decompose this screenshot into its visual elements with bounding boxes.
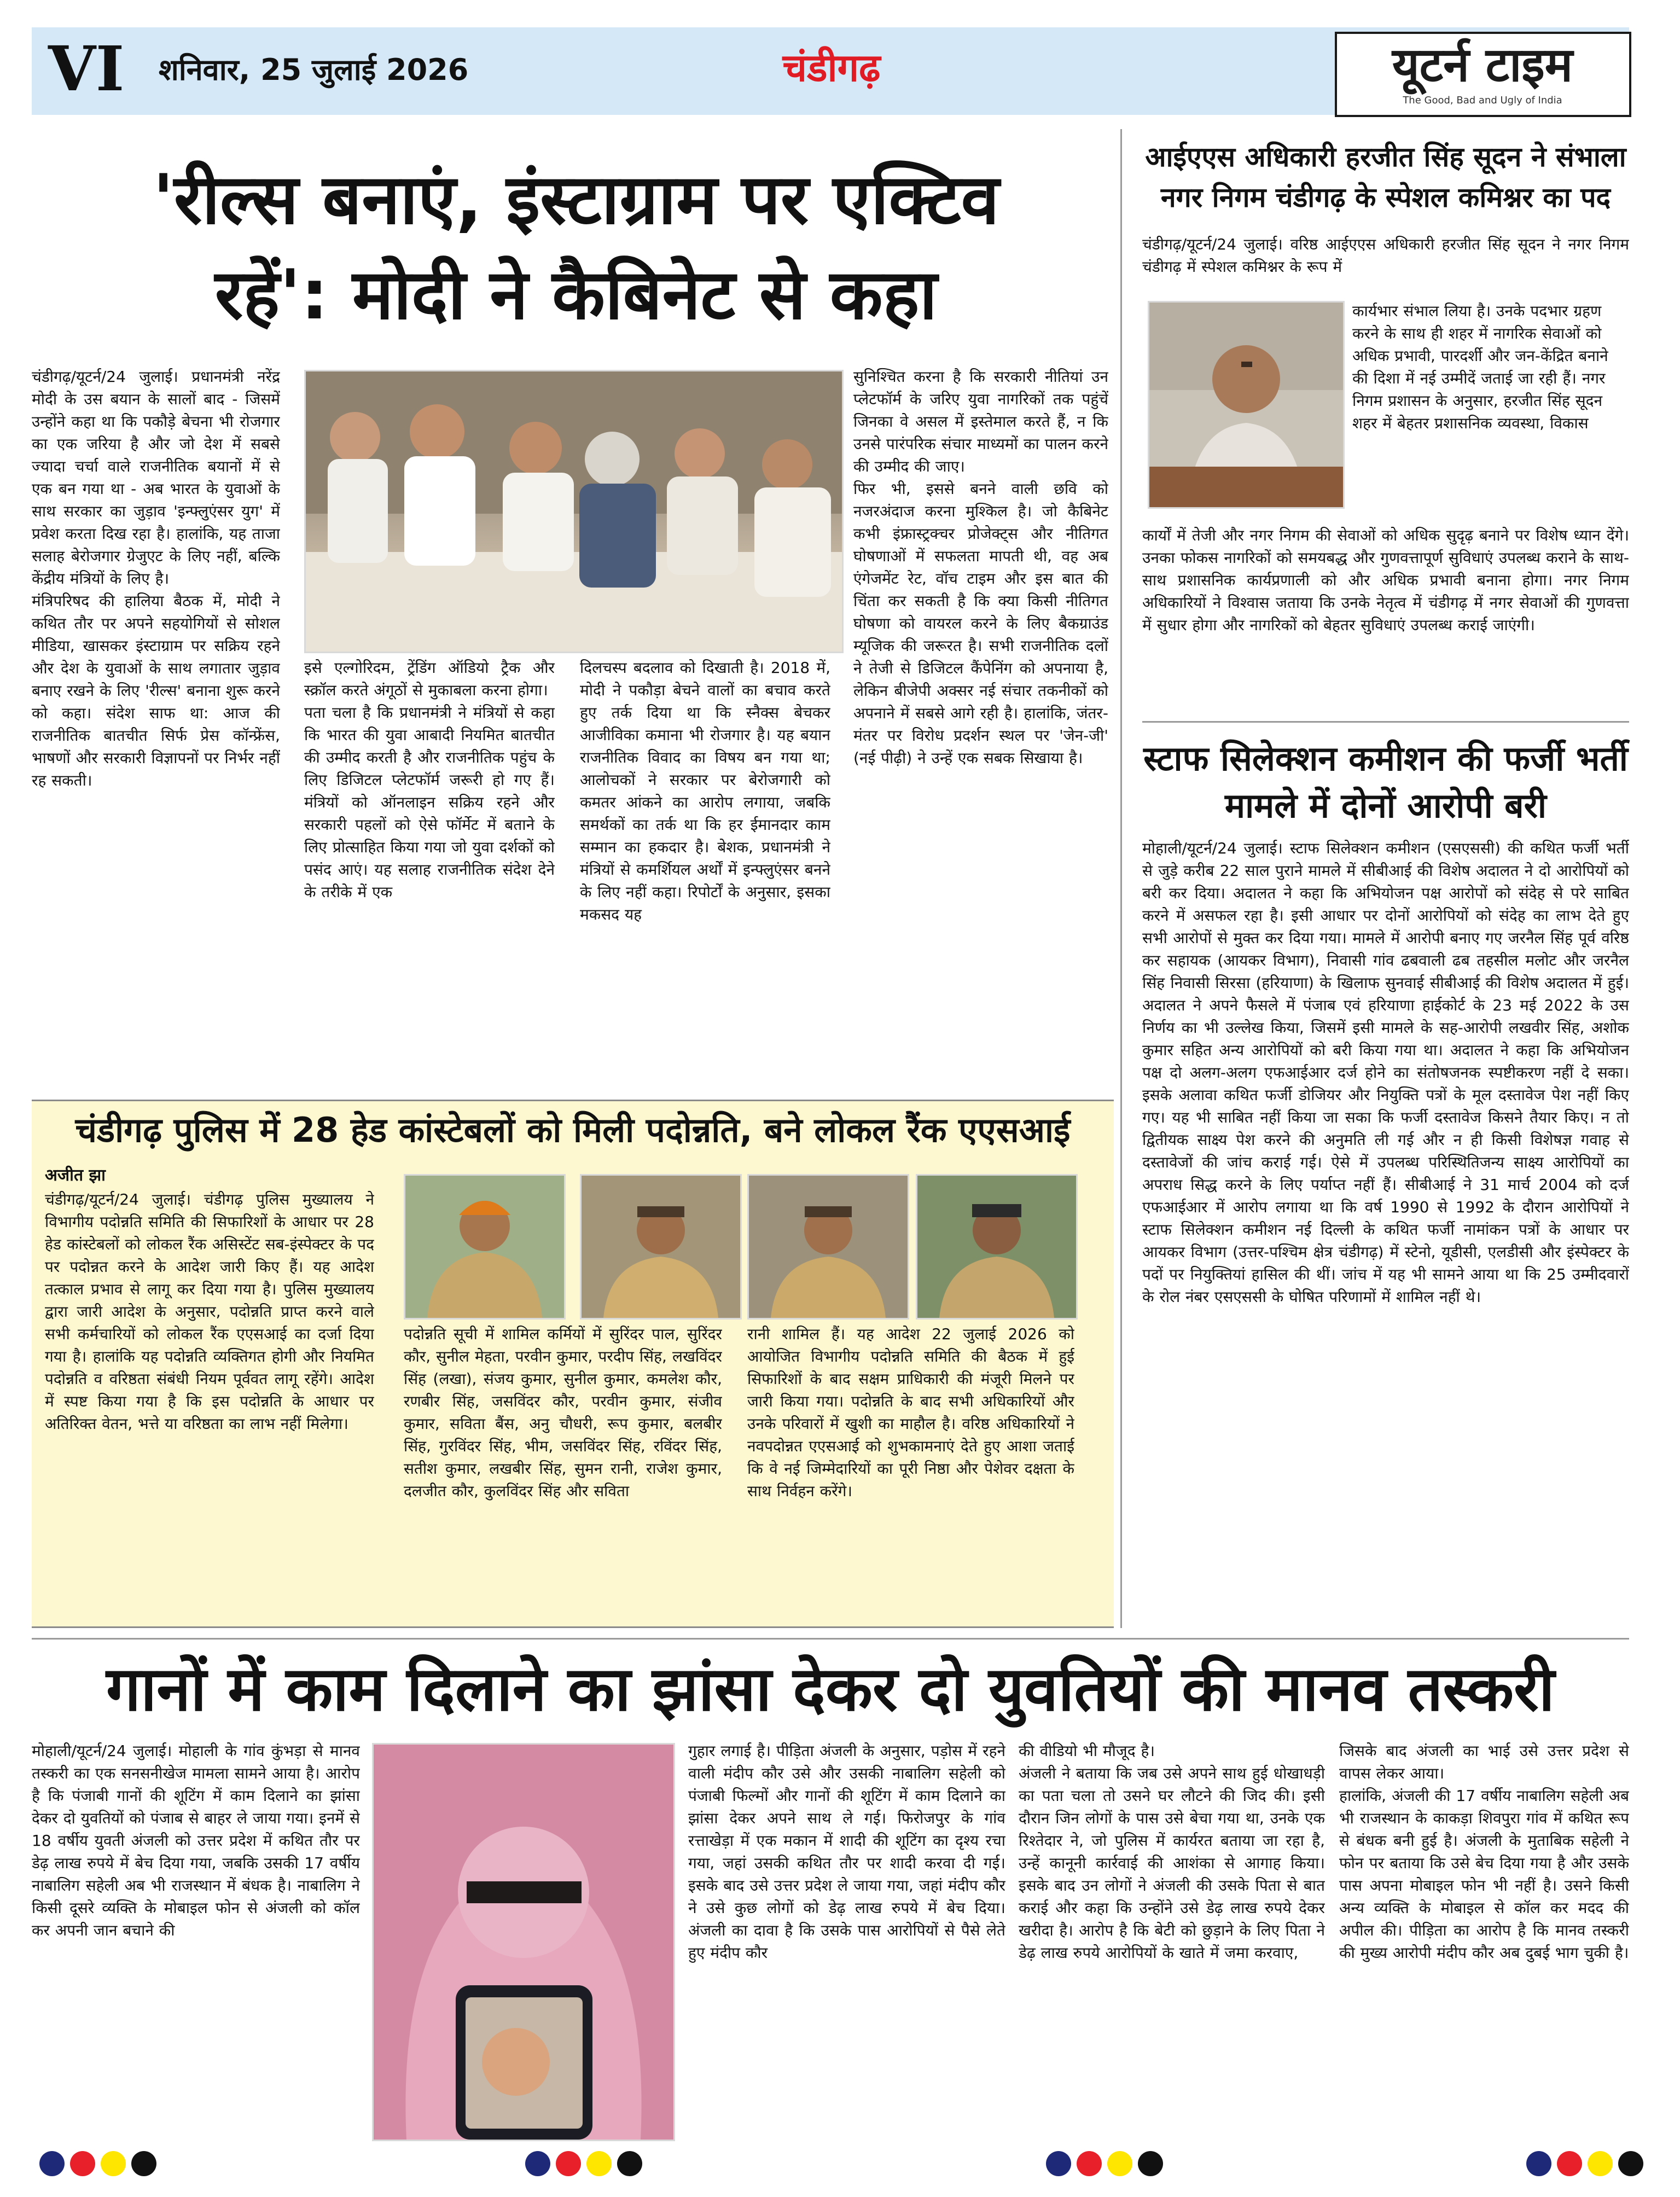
footer-dots-center-right — [1046, 2151, 1169, 2176]
story1-headline-line2: रहें': मोदी ने कैबिनेट से कहा — [214, 254, 938, 335]
story2-headline-line1: आईएएस अधिकारी हरजीत सिंह सूदन ने संभाला — [1145, 141, 1626, 173]
story5-top-rule — [32, 1638, 1629, 1640]
footer-dot — [101, 2151, 126, 2176]
story2-beside-photo: कार्यभार संभाल लिया है। उनके पदभार ग्रहण करने के साथ ही शहर में नागरिक सेवाओं को अधिक प्रभावी, पारदर्शी और जन-केंद्रित बनाने की दिशा में नई उम्मीदें जताई जा रही हैं। नगर निगम प्रशासन के अनुसार, हरजीत सिंह सूदन शहर में बेहतर प्रशासनिक व्यवस्था, विकास — [1352, 302, 1608, 432]
cabinet-photo-illustration — [306, 371, 842, 652]
story2-lead: चंडीगढ़/यूटर्न/24 जुलाई। वरिष्ठ आईएएस अधिकारी हरजीत सिंह सूदन ने नगर निगम चंडीगढ़ में स्पेशल कमिश्नर के रूप में — [1142, 235, 1629, 276]
story4-col3: रानी शामिल हैं। यह आदेश 22 जुलाई 2026 को आयोजित विभागीय पदोन्नति समिति की बैठक में हुई सिफारिशों के बाद सक्षम प्राधिकारी की मंजूरी मिलने पर जारी किया गया। पदोन्नति के बाद सभी अधिकारियों और उनके परिवारों में खुशी का माहौल है। वरिष्ठ अधिकारियों ने नवपदोन्नत एएसआई को शुभकामनाएं देते हुए आशा जताई कि वे नई जिम्मेदारियों का पूरी निष्ठा और पेशेवर दक्षता के साथ निर्वहन करेंगे। — [747, 1325, 1074, 1500]
officer-photo-illustration — [1149, 303, 1343, 507]
story1-col2: इसे एल्गोरिदम, ट्रेंडिंग ऑडियो ट्रैक और स्क्रॉल करते अंगूठों से मुकाबला करना होगा। पता चला है कि प्रधानमंत्री ने मंत्रियों से कहा कि भारत की युवा आबादी नियमित बातचीत की उम्मीद करती है और राजनीतिक पहुंच के लिए डिजिटल प्लेटफॉर्म जरूरी हो गए हैं। मंत्रियों को ऑनलाइन सक्रिय रहने और सरकारी पहलों को ऐसे फॉर्मेट में बताने के लिए प्रोत्साहित किया गया जो युवा दर्शकों को पसंद आएं। यह सलाह राजनीतिक संदेश देने के तरीके में एक — [304, 659, 555, 901]
column-divider — [1120, 129, 1122, 1628]
story3-body: मोहाली/यूटर्न/24 जुलाई। स्टाफ सिलेक्शन कमीशन (एसएससी) की कथित फर्जी भर्ती से जुड़े करीब 22 साल पुराने मामले में सीबीआई की विशेष अदालत ने दो आरोपियों को बरी कर दिया। अदालत ने कहा कि अभियोजन पक्ष आरोपों को संदेह से परे साबित करने में असफल रहा है। इसी आधार पर दोनों आरोपियों को संदेह का लाभ देते हुए सभी आरोपों से मुक्त कर दिया गया। मामले में आरोपी बनाए गए जरनैल सिंह पूर्व वरिष्ठ कर सहायक (आयकर विभाग), निवासी गांव ढबवाली ढब तहसील मलोट और जरनैल सिंह निवासी सिरसा (हरियाणा) के खिलाफ सुनवाई सीबीआई की विशेष अदालत में हुई। अदालत ने अपने फैसले में पंजाब एवं हरियाणा हाईकोर्ट के 23 मई 2022 के उस निर्णय का भी उल्लेख किया, जिसमें इसी मामले के सह-आरोपी लखवीर सिंह, अशोक कुमार सहित अन्य आरोपियों को बरी किया गया था। अदालत ने कहा कि अभियोजन पक्ष दो अलग-अलग एफआईआर दर्ज होने का संतोषजनक स्पष्टीकरण नहीं दे सका। इसके अलावा कथित फर्जी डोजियर और नियुक्ति पत्रों के मूल दस्तावेज पेश नहीं किए गए। यह भी साबित नहीं किया जा सका कि फर्जी दस्तावेज किसने तैयार किए। न तो द्वितीयक साक्ष्य पेश करने की अनुमति ली गई और न ही किसी विशेषज्ञ गवाह से दस्तावेजों की जांच कराई गई। ऐसे में उपलब्ध परिस्थितिजन्य साक्ष्य आरोपियों का अपराध सिद्ध करने के लिए पर्याप्त नहीं हैं। सीबीआई ने 31 मार्च 2004 को दर्ज एफआईआर में आरोप लगाया था कि वर्ष 1990 से 1992 के दौरान आरोपियों ने स्टाफ सिलेक्शन कमीशन नई दिल्ली के कथित फर्जी नामांकन पत्रों के आधार पर आयकर विभाग (उत्तर-पश्चिम क्षेत्र चंडीगढ़) में स्टेनो, यूडीसी, एलडीसी और इंस्पेक्टर के पदों पर नियुक्तियां हासिल की थीं। जांच में यह भी सामने आया था कि 25 उम्मीदवारों के रोल नंबर एसएससी के घोषित परिणामों में शामिल नहीं थे। — [1142, 839, 1629, 1306]
footer-dot — [1557, 2151, 1582, 2176]
victim-photo — [372, 1743, 675, 2141]
footer-dots-center-left — [525, 2151, 648, 2176]
footer-dots-right — [1526, 2151, 1649, 2176]
story1-col3: दिलचस्प बदलाव को दिखाती है। 2018 में, मोदी ने पकौड़ा बेचने वालों का बचाव करते हुए तर्क दिया था कि स्नैक्स बेचकर आजीविका कमाना भी रोजगार है। यह बयान राजनीतिक विवाद का विषय बन गया था; आलोचकों ने सरकार पर बेरोजगारी को कमतर आंकने का आरोप लगाया, जबकि समर्थकों का तर्क था कि हर ईमानदार काम सम्मान का हकदार है। बेशक, प्रधानमंत्री ने मंत्रियों से कमर्शियल अर्थों में इन्फ्लुएंसर बनने के लिए नहीं कहा। रिपोर्टों के अनुसार, इसका मकसद यह — [580, 659, 830, 923]
page-date: शनिवार, 25 जुलाई 2026 — [159, 53, 469, 87]
footer-dot — [1588, 2151, 1613, 2176]
cabinet-meeting-photo — [304, 370, 844, 653]
footer-dot — [1618, 2151, 1643, 2176]
story4-headline: चंडीगढ़ पुलिस में 28 हेड कांस्टेबलों को मिली पदोन्नति, बने लोकल रैंक एएसआई — [75, 1110, 1071, 1150]
page-number: VI — [48, 33, 125, 105]
story2-bottom-rule — [1142, 721, 1629, 723]
constable-photo-2 — [580, 1174, 742, 1320]
story4-byline: अजीत झा — [45, 1166, 106, 1185]
footer-dot — [1138, 2151, 1163, 2176]
footer-dot — [39, 2151, 65, 2176]
story1-col4: सुनिश्चित करना है कि सरकारी नीतियां उन प्लेटफॉर्म के जरिए युवा नागरिकों तक पहुंचें जिनका वे असल में इस्तेमाल करते हैं, न कि उनसे पारंपरिक संचार माध्यमों का पालन करने की उम्मीद की जाए। फिर भी, इससे बनने वाली छवि को नजरअंदाज करना मुश्किल है। जो कैबिनेट कभी इंफ्रास्ट्रक्चर प्रोजेक्ट्स और नीतिगत घोषणाओं में सफलता मापती थी, वह अब एंगेजमेंट रेट, वॉच टाइम और इस बात की चिंता कर सकती है कि क्या किसी नीतिगत घोषणा को वायरल करने के लिए बैकग्राउंड म्यूजिक की जरूरत है। सभी राजनीतिक दलों ने तेजी से डिजिटल कैंपेनिंग को अपनाया है, लेकिन बीजेपी अक्सर नई संचार तकनीकों को अपनाने में सबसे आगे रही है। हालांकि, जंतर-मंतर पर विरोध प्रदर्शन स्थल पर 'जेन-जी' (नई पीढ़ी) ने उन्हें एक सबक सिखाया है। — [853, 368, 1108, 767]
footer-dot — [556, 2151, 581, 2176]
story2-headline — [1142, 137, 1629, 218]
constable-photo-4 — [916, 1174, 1078, 1320]
story5-col3: की वीडियो भी मौजूद है। अंजली ने बताया कि जब उसे अपने साथ हुई धोखाधड़ी का पता चला तो उसने घर लौटने की जिद की। इसी दौरान जिन लोगों के पास उसे बेचा गया था, उनके एक रिश्तेदार ने, जो पुलिस में कार्यरत बताया जा रहा है, उन्हें कानूनी कार्रवाई की आशंका से आगाह किया। इसके बाद उन लोगों ने अंजली की उसके पिता से बात कराई और कहा कि उन्होंने उसे डेढ़ लाख रुपये देकर खरीदा है। आरोप है कि बेटी को छुड़ाने के लिए पिता ने डेढ़ लाख रुपये आरोपियों के खाते में जमा करवाए, — [1019, 1742, 1325, 1962]
footer-dots-left — [39, 2151, 162, 2176]
story5-col1: मोहाली/यूटर्न/24 जुलाई। मोहाली के गांव कुंभड़ा से मानव तस्करी का एक सनसनीखेज मामला सामने आया है। आरोप है कि पंजाबी गानों की शूटिंग में काम दिलाने का झांसा देकर दो युवतियों को पंजाब से बाहर ले जाया गया। इनमें से 18 वर्षीय युवती अंजली को उत्तर प्रदेश में कथित तौर पर डेढ़ लाख रुपये में बेच दिया गया, जबकि उसकी 17 वर्षीय नाबालिग सहेली अब भी राजस्थान में बंधक है। नाबालिग ने किसी दूसरे व्यक्ति के मोबाइल फोन से अंजली को कॉल कर अपनी जान बचाने की — [32, 1742, 360, 1939]
constable-photo-3 — [747, 1174, 909, 1320]
newspaper-logo — [1335, 32, 1631, 117]
logo-wordmark: यूटर्न टाइम — [1392, 38, 1573, 92]
story3-headline-line2: मामले में दोनों आरोपी बरी — [1225, 786, 1547, 826]
story4-col1: चंडीगढ़/यूटर्न/24 जुलाई। चंडीगढ़ पुलिस मुख्यालय ने विभागीय पदोन्नति समिति की सिफारिशों के आधार पर 28 हेड कांस्टेबलों को लोकल रैंक असिस्टेंट सब-इंस्पेक्टर के पद पर पदोन्नत करने के आदेश जारी किए हैं। यह आदेश तत्काल प्रभाव से लागू कर दिया गया है। पुलिस मुख्यालय द्वारा जारी आदेश के अनुसार, पदोन्नति प्राप्त करने वाले सभी कर्मचारियों को लोकल रैंक एएसआई का दर्जा दिया गया है। हालांकि यह पदोन्नति व्यक्तिगत होगी और नियमित पदोन्नति व वरिष्ठता संबंधी नियम पूर्ववत लागू रहेंगे। आदेश में स्पष्ट किया गया है कि इस पदोन्नति के आधार पर अतिरिक्त वेतन, भत्ते या वरिष्ठता का लाभ नहीं मिलेगा। — [45, 1190, 374, 1433]
story5-col2: गुहार लगाई है। पीड़िता अंजली के अनुसार, पड़ोस में रहने वाली मंदीप कौर उसे और उसकी नाबालिग सहेली को पंजाबी फिल्मों और गानों की शूटिंग में काम दिलाने का झांसा देकर अपने साथ ले गई। फिरोजपुर के गांव रत्ताखेड़ा में एक मकान में शादी की शूटिंग का दृश्य रचा गया, जहां उसकी कथित तौर पर शादी करवा दी गई। इसके बाद उसे उत्तर प्रदेश ले जाया गया, जहां मंदीप कौर ने उसे कुछ लोगों को डेढ़ लाख रुपये में बेच दिया। अंजली का दावा है कि उसके पास आरोपियों से पैसे लेते हुए मंदीप कौर — [688, 1742, 1005, 1962]
footer-dot — [131, 2151, 156, 2176]
officer-photo — [1148, 301, 1345, 509]
logo-tagline: The Good, Bad and Ugly of India — [1403, 95, 1562, 106]
story3-headline-line1: स्टाफ सिलेक्शन कमीशन की फर्जी भर्ती — [1143, 739, 1628, 778]
story1-headline-line1: 'रील्स बनाएं, इंस्टाग्राम पर एक्टिव — [153, 159, 999, 240]
footer-dot — [586, 2151, 612, 2176]
constable-photo-1 — [404, 1174, 566, 1320]
footer-dot — [525, 2151, 550, 2176]
story1-col1: चंडीगढ़/यूटर्न/24 जुलाई। प्रधानमंत्री नरेंद्र मोदी के उस बयान के सालों बाद - जिसमें उन्होंने कहा था कि पकौड़े बेचना भी रोजगार का एक जरिया है और जो देश में सबसे ज्यादा चर्चा वाले राजनीतिक बयानों में से एक बन गया था - अब भारत के युवाओं के साथ सरकार का जुड़ाव 'इन्फ्लुएंसर युग' में प्रवेश करता दिख रहा है। हालांकि, यह ताजा सलाह बेरोजगार ग्रेजुएट के लिए नहीं, बल्कि केंद्रीय मंत्रियों के लिए है। मंत्रिपरिषद की हालिया बैठक में, मोदी ने कथित तौर पर अपने सहयोगियों से सोशल मीडिया, खासकर इंस्टाग्राम पर सक्रिय रहने और देश के युवाओं के साथ लगातार जुड़ाव बनाए रखने के लिए 'रील्स' बनाना शुरू करने को कहा। संदेश साफ था: आज की राजनीतिक बातचीत सिर्फ प्रेस कॉन्फ्रेंस, भाषणों और सरकारी विज्ञापनों पर निर्भर नहीं रह सकती। — [32, 368, 280, 789]
footer-dot — [1077, 2151, 1102, 2176]
story1-headline — [32, 152, 1120, 342]
footer-dot — [1107, 2151, 1132, 2176]
story5-col4: जिसके बाद अंजली का भाई उसे उत्तर प्रदेश से वापस लेकर आया। हालांकि, अंजली की 17 वर्षीय नाबालिग सहेली अब भी राजस्थान के काकड़ा शिवपुरा गांव में कथित रूप से बंधक बनी हुई है। अंजली के मुताबिक सहेली ने फोन पर बताया कि उसे बेच दिया गया है और उसके पास अपना मोबाइल फोन भी नहीं है। उसने किसी अन्य व्यक्ति के मोबाइल से कॉल कर मदद की अपील की। पीड़िता का आरोप है कि मानव तस्करी की मुख्य आरोपी मंदीप कौर अब दुबई भाग चुकी है। — [1339, 1742, 1629, 1962]
story2-rest: कार्यों में तेजी और नगर निगम की सेवाओं को अधिक सुदृढ़ बनाने पर विशेष ध्यान देंगे। उनका फोकस नागरिकों को समयबद्ध और गुणवत्तापूर्ण सुविधाएं उपलब्ध कराने के साथ-साथ प्रशासनिक कार्यप्रणाली को और अधिक प्रभावी बनाना होगा। नगर निगम अधिकारियों ने विश्वास जताया कि उनके नेतृत्व में चंडीगढ़ में नगर सेवाओं की गुणवत्ता में सुधार होगा और नागरिकों को बेहतर सुविधाएं उपलब्ध कराई जाएंगी। — [1142, 526, 1629, 634]
story4-col2: पदोन्नति सूची में शामिल कर्मियों में सुरिंदर पाल, सुरिंदर कौर, सुनील मेहता, परवीन कुमार, परदीप सिंह, लखविंदर सिंह (लखा), संजय कुमार, सुनील कुमार, कमलेश कौर, रणबीर सिंह, जसविंदर कौर, परवीन कुमार, संजीव कुमार, सविता बैंस, अनु चौधरी, रूप कुमार, बलबीर सिंह, गुरविंदर सिंह, भीम, जसविंदर सिंह, रविंदर सिंह, सतीश कुमार, लखबीर सिंह, सुमन रानी, राजेश कुमार, दलजीत कौर, कुलविंदर सिंह और सविता — [404, 1325, 722, 1500]
footer-dot — [1046, 2151, 1071, 2176]
footer-dot — [70, 2151, 95, 2176]
footer-dot — [617, 2151, 642, 2176]
footer-dot — [1526, 2151, 1551, 2176]
city-label: चंडीगढ़ — [782, 45, 881, 90]
victim-photo-illustration — [374, 1745, 673, 2140]
story3-headline — [1142, 735, 1629, 829]
story2-headline-line2: नगर निगम चंडीगढ़ के स्पेशल कमिश्नर का पद — [1160, 182, 1611, 213]
story5-headline: गानों में काम दिलाने का झांसा देकर दो युवतियों की मानव तस्करी — [106, 1654, 1555, 1725]
